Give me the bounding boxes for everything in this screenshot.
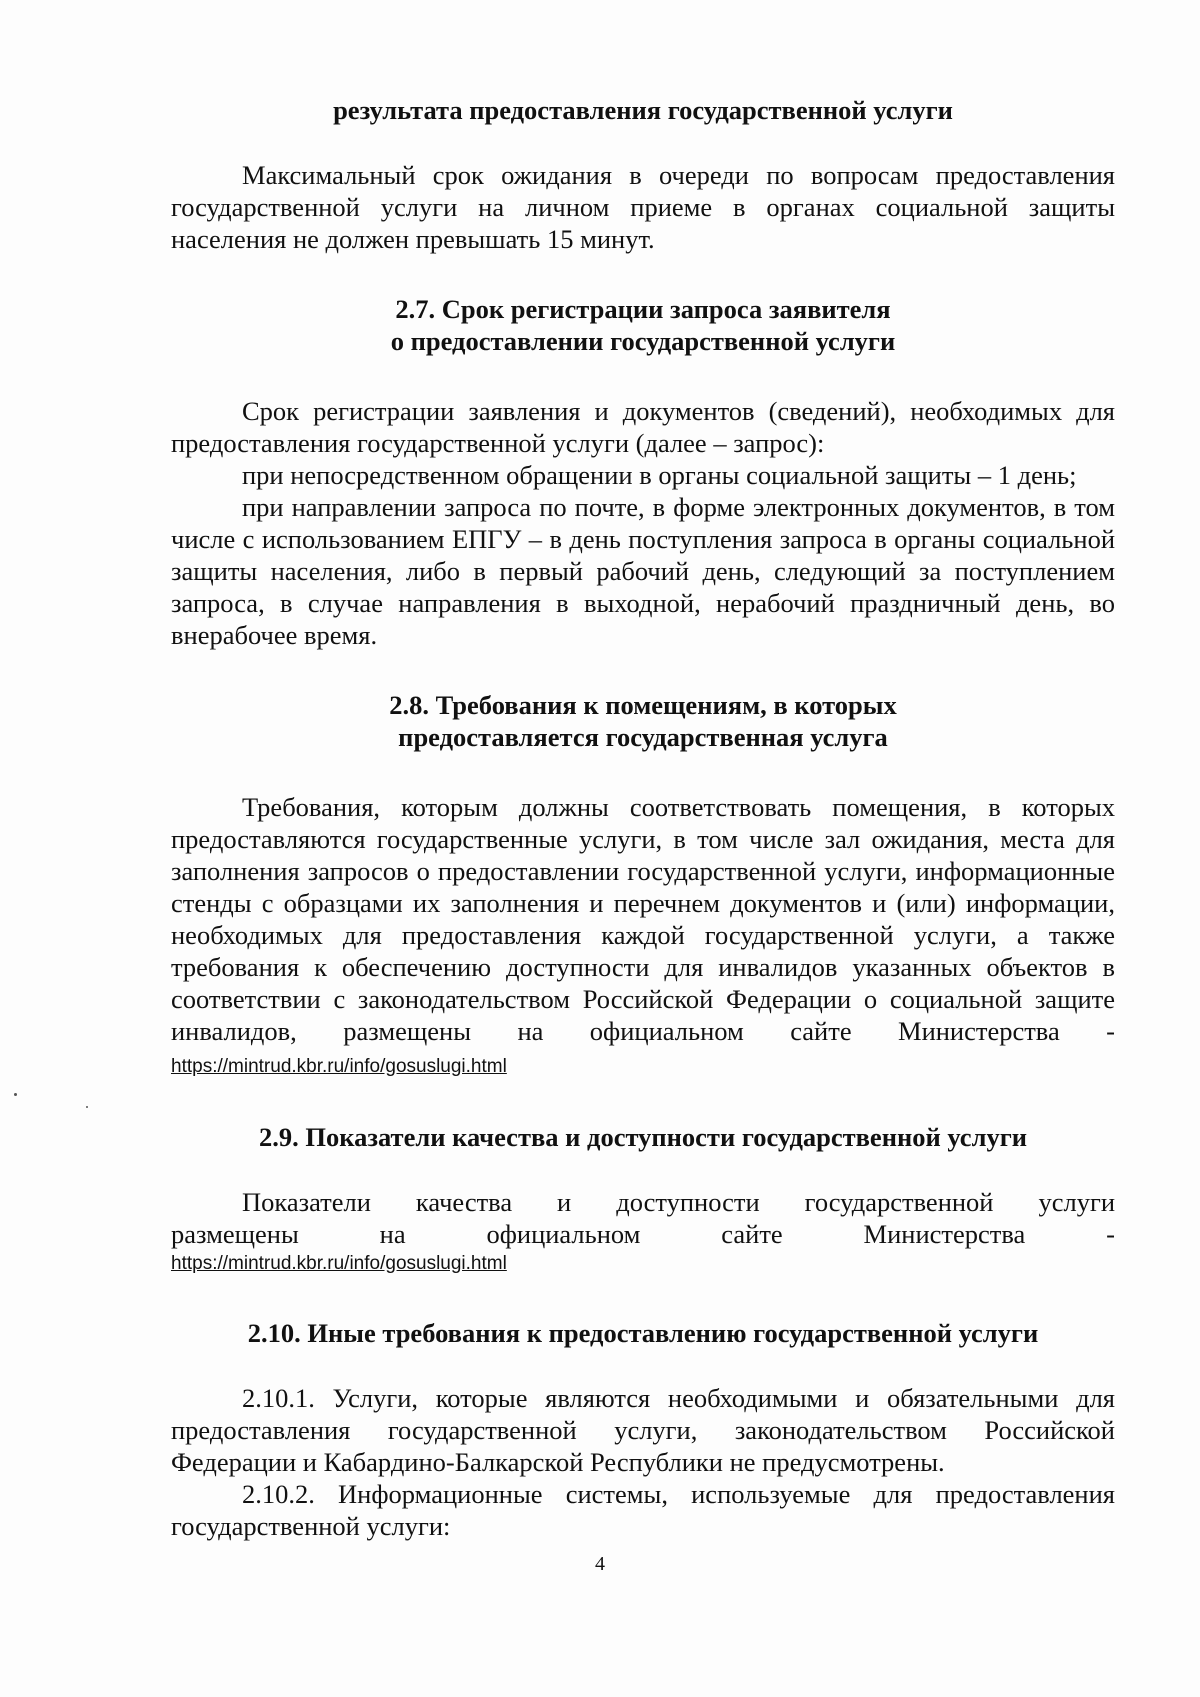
paragraph-2-10-1: 2.10.1. Услуги, которые являются необходимыми и обязательными для предоставления государственной услуги, законодательством Российской Федерации и Кабардино-Балкарской Республики не предусмотрены. — [171, 1383, 1115, 1477]
section-heading-continuation: результата предоставления государственной услуги — [333, 95, 953, 125]
scan-speck — [14, 1093, 17, 1096]
word: Министерства — [863, 1219, 1026, 1249]
ministry-link-2-8[interactable]: https://mintrud.kbr.ru/info/gosuslugi.html — [171, 1056, 507, 1077]
heading-2-10: 2.10. Иные требования к предоставлению государственной услуги — [247, 1318, 1039, 1348]
paragraph-2-8-text: Требования, которым должны соответствовать помещения, в которых предоставляются государственные услуги, в том числе зал ожидания, места для заполнения запросов о предоставлении государственной услуги, информационные стенды с образцами их заполнения и перечнем документов и (или) информации, необходимых для предоставления каждой государственной услуги, а также требования к обеспечению доступности для инвалидов указанных объектов в соответствии с законодательством Российской Федерации о социальной защите инвалидов, размещены на официальном сайте Министерства - — [171, 792, 1115, 1046]
paragraph-2-7-mail: при направлении запроса по почте, в форме электронных документов, в том числе с использованием ЕПГУ – в день поступления запроса в органы социальной защиты населения, либо в первый рабочий день, следующий за поступлением запроса, в случае направления в выходной, нерабочий праздничный день, во внерабочее время. — [171, 492, 1115, 650]
page-number: 4 — [595, 1553, 605, 1575]
paragraph-2-8-requirements — [171, 791, 1115, 1083]
scan-speck — [86, 1106, 88, 1108]
paragraph-2-9-line2 — [171, 1218, 1115, 1250]
heading-2-7-line2: о предоставлении государственной услуги — [390, 326, 896, 356]
word: - — [1106, 1219, 1115, 1249]
heading-2-8-line2: предоставляется государственная услуга — [398, 722, 888, 752]
paragraph-2-7-registration: Срок регистрации заявления и документов (сведений), необходимых для предоставления государственной услуги (далее – запрос): — [171, 396, 1115, 458]
document-body — [171, 94, 1115, 1542]
paragraph-wait-time: Максимальный срок ожидания в очереди по вопросам предоставления государственной услуги на личном приеме в органах социальной защиты населения не должен превышать 15 минут. — [171, 160, 1115, 254]
paragraph-2-9-line1: Показатели качества и доступности государственной услуги — [242, 1187, 1115, 1217]
ministry-link-2-9[interactable]: https://mintrud.kbr.ru/info/gosuslugi.html — [171, 1253, 507, 1274]
heading-2-7-line1: 2.7. Срок регистрации запроса заявителя — [395, 294, 891, 324]
word: размещены — [171, 1219, 299, 1249]
word: на — [379, 1219, 406, 1249]
word: официальном — [486, 1219, 641, 1249]
heading-2-8-line1: 2.8. Требования к помещениям, в которых — [389, 690, 897, 720]
heading-2-9: 2.9. Показатели качества и доступности государственной услуги — [258, 1122, 1027, 1152]
paragraph-2-7-direct: при непосредственном обращении в органы социальной защиты – 1 день; — [242, 460, 1077, 490]
word: сайте — [721, 1219, 783, 1249]
paragraph-2-10-2: 2.10.2. Информационные системы, используемые для предоставления государственной услуги: — [171, 1479, 1115, 1541]
